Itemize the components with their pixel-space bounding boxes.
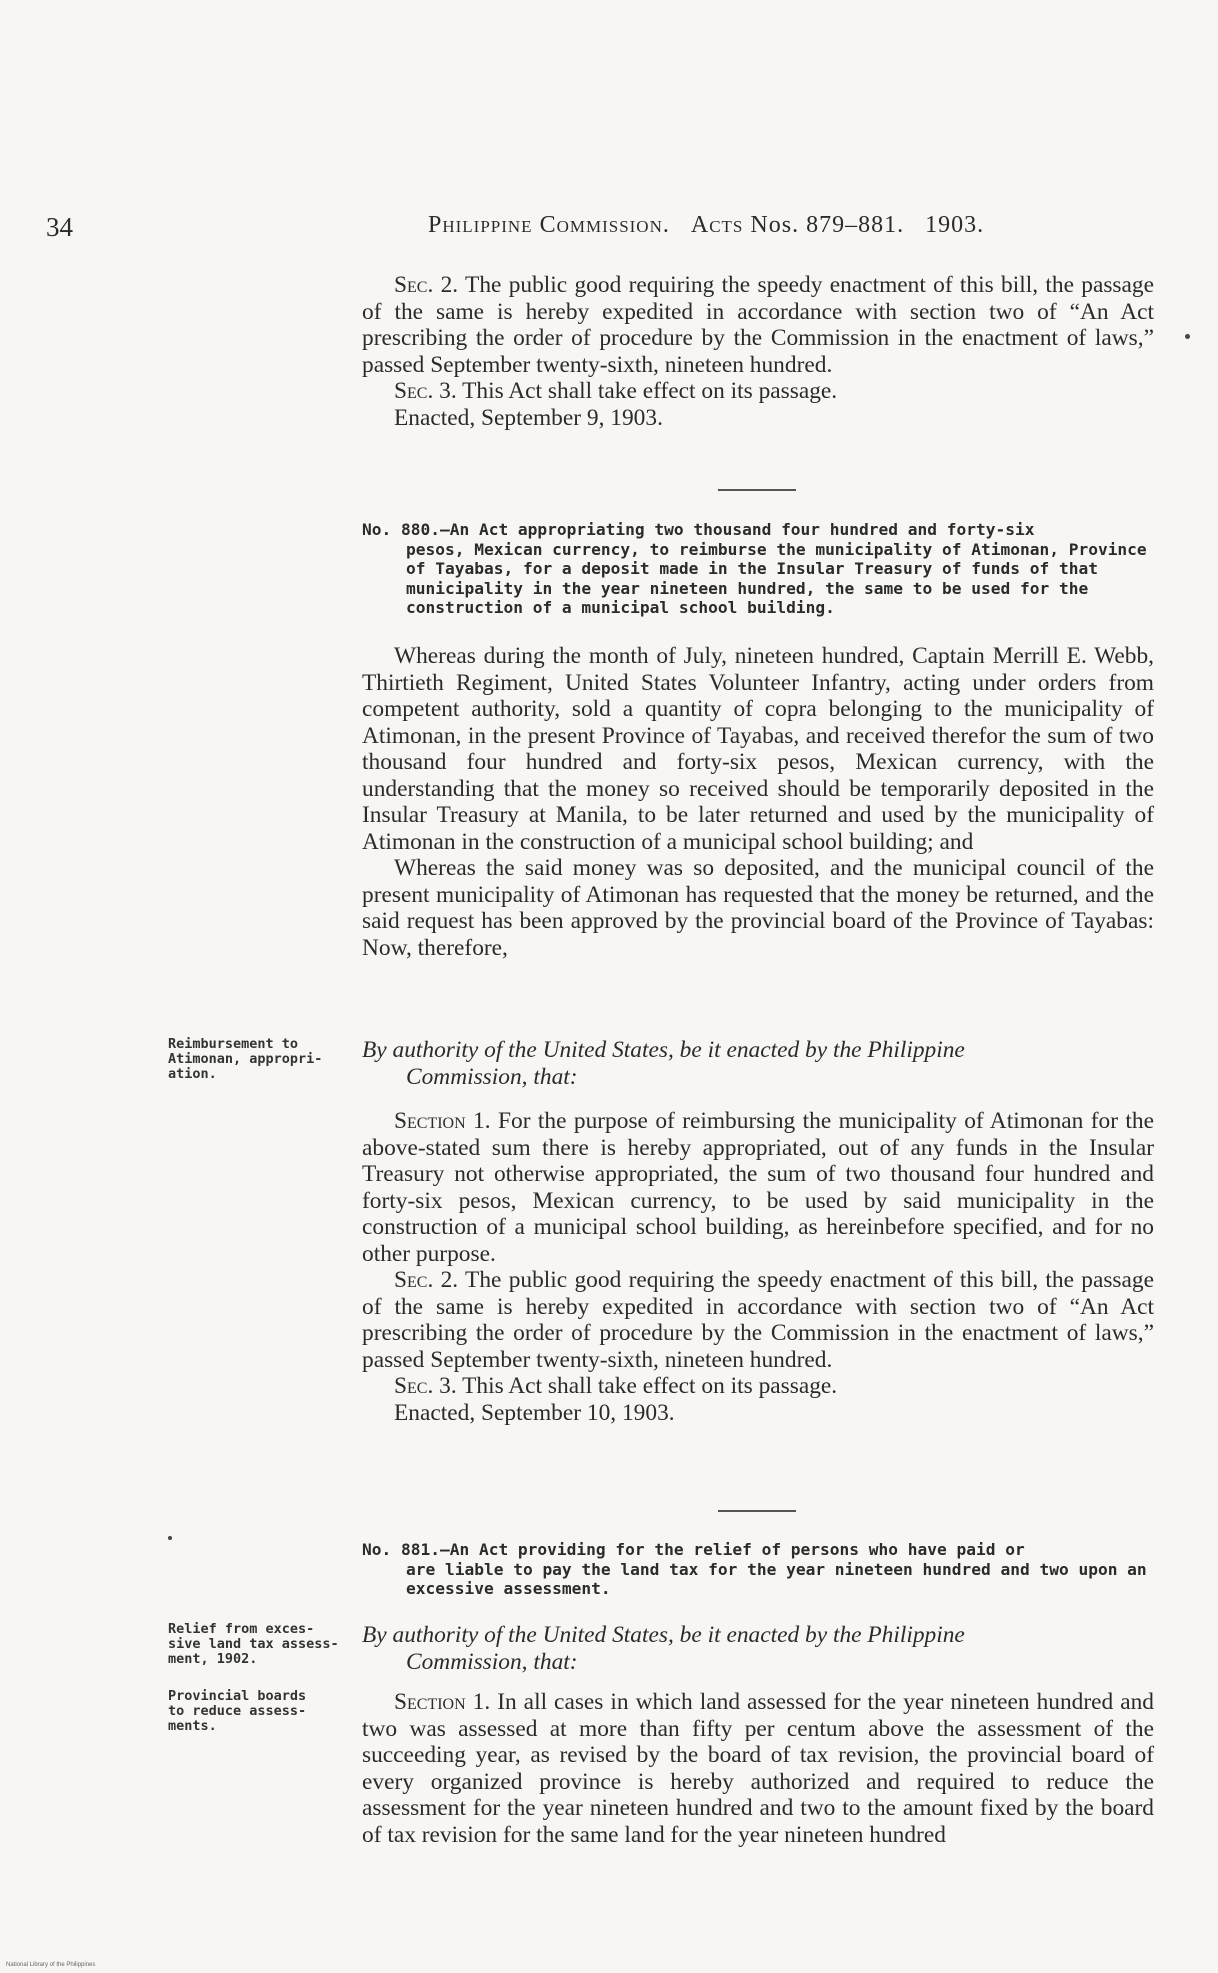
act-880-enacted: Enacted, September 10, 1903.: [394, 1399, 675, 1426]
print-speck: [1185, 334, 1190, 339]
act-heading-first-line: No. 880.—An Act appropriating two thousand four hundred and forty-six: [362, 520, 1035, 539]
act-880-section-3: [362, 1373, 1154, 1400]
margin-note-line: Provincial boards: [168, 1688, 307, 1704]
page-number: 34: [46, 212, 73, 242]
margin-note-line: Atimonan, appropri-: [168, 1051, 323, 1067]
margin-note-line: Relief from exces-: [168, 1621, 315, 1637]
act-881-heading: [362, 1540, 1162, 1599]
section-divider: [718, 1510, 796, 1512]
margin-note-line: ments.: [168, 1718, 217, 1734]
section-label: Sec. 3.: [394, 1373, 457, 1399]
whereas-clause-2: Whereas the said money was so deposited, and the municipal council of the present municipality of Atimonan has requested that the money be returned, and the said request has been approved by the provincial board of the Province of Tayabas: Now, therefore,: [362, 855, 1154, 961]
act-879-section-3: [362, 378, 1154, 405]
section-text: This Act shall take effect on its passage.: [462, 1373, 838, 1399]
act-heading-first-line: No. 881.—An Act providing for the relief of persons who have paid or: [362, 1540, 1025, 1559]
enacting-clause: [362, 1037, 1154, 1090]
act-879-section-2: [362, 272, 1154, 378]
section-label: Section 1.: [394, 1108, 491, 1134]
section-text: This Act shall take effect on its passage.: [462, 378, 838, 404]
margin-note-provincial-boards: [168, 1689, 358, 1734]
margin-note-line: ment, 1902.: [168, 1651, 258, 1667]
act-heading-continuation: pesos, Mexican currency, to reimburse the municipality of Atimonan, Province of Tayabas, for a deposit made in the Insular Treasury of funds of that municipality in the year nineteen hundred, the same to be used for the construction of a municipal school building.: [406, 539, 1147, 617]
print-speck: [168, 1536, 172, 1540]
act-880-preamble: [362, 643, 1154, 961]
section-text: For the purpose of reimbursing the municipality of Atimonan for the above-stated sum there is hereby appropriated, out of any funds in the Insular Treasury not otherwise appropriated, the sum of two thousand four hundred and forty-six pesos, Mexican currency, to be used by said municipality in the construction of a municipal school building, as hereinbefore specified, and for no other purpose.: [362, 1108, 1154, 1267]
act-880-section-2: [362, 1267, 1154, 1373]
scan-imprint: National Library of the Philippines: [6, 1962, 96, 1968]
whereas-clause-1: Whereas during the month of July, nineteen hundred, Captain Merrill E. Webb, Thirtieth Regiment, United States Volunteer Infantry, acting under orders from competent authority, sold a quantity of copra belonging to the municipality of Atimonan, in the present Province of Tayabas, and received therefor the sum of two thousand four hundred and forty-six pesos, Mexican currency, with the understanding that the money so received should be temporarily deposited in the Insular Treasury at Manila, to be later returned and used by the municipality of Atimonan in the construction of a municipal school building; and: [362, 643, 1154, 855]
running-head: [428, 212, 984, 239]
section-label: Section 1.: [394, 1689, 491, 1715]
section-label: Sec. 2.: [394, 1267, 459, 1293]
margin-note-line: sive land tax assess-: [168, 1636, 339, 1652]
margin-note-line: ation.: [168, 1066, 217, 1082]
running-head-acts-label: Acts: [690, 212, 744, 238]
running-head-year: 1903.: [925, 212, 985, 238]
enacting-clause-continuation: Commission, that:: [406, 1063, 578, 1090]
running-head-title: Philippine Commission.: [428, 212, 670, 238]
margin-note-relief: [168, 1622, 358, 1667]
act-880-section-1: [362, 1108, 1154, 1267]
section-text: The public good requiring the speedy enactment of this bill, the passage of the same is hereby expedited in accordance with section two of “An Act prescribing the order of procedure by the Commission in the enactment of laws,” passed September twenty-sixth, nineteen hundred.: [362, 272, 1154, 378]
act-881-body: [362, 1622, 1154, 1848]
act-880-body: [362, 1037, 1154, 1426]
act-880-heading: [362, 520, 1162, 618]
enacting-clause-first-line: By authority of the United States, be it enacted by the Philippine: [362, 1622, 965, 1648]
section-text: In all cases in which land assessed for the year nineteen hundred and two was assessed at more than fifty per centum above the assessment of the succeeding year, as revised by the board of tax revision, the provincial board of every organized province is hereby authorized and required to reduce the assessment for the year nineteen hundred and two to the amount fixed by the board of tax revision for the same land for the year nineteen hundred: [362, 1689, 1154, 1848]
enacting-clause: [362, 1622, 1154, 1675]
section-label: Sec. 2.: [394, 272, 459, 298]
act-heading-continuation: are liable to pay the land tax for the year nineteen hundred and two upon an excessive assessment.: [406, 1559, 1147, 1598]
section-divider: [718, 489, 796, 491]
act-881-section-1: [362, 1689, 1154, 1848]
section-text: The public good requiring the speedy enactment of this bill, the passage of the same is hereby expedited in accordance with section two of “An Act prescribing the order of procedure by the Commission in the enactment of laws,” passed September twenty-sixth, nineteen hundred.: [362, 1267, 1154, 1373]
enacting-clause-first-line: By authority of the United States, be it enacted by the Philippine: [362, 1037, 965, 1063]
enacting-clause-continuation: Commission, that:: [406, 1648, 578, 1675]
margin-note-line: Reimbursement to: [168, 1036, 299, 1052]
act-879-enacted: Enacted, September 9, 1903.: [394, 404, 663, 431]
margin-note-reimbursement: [168, 1037, 358, 1082]
running-head-acts-numbers: Nos. 879–881.: [750, 212, 905, 238]
margin-note-line: to reduce assess-: [168, 1703, 307, 1719]
act-879-continued: [362, 272, 1154, 431]
section-label: Sec. 3.: [394, 378, 457, 404]
